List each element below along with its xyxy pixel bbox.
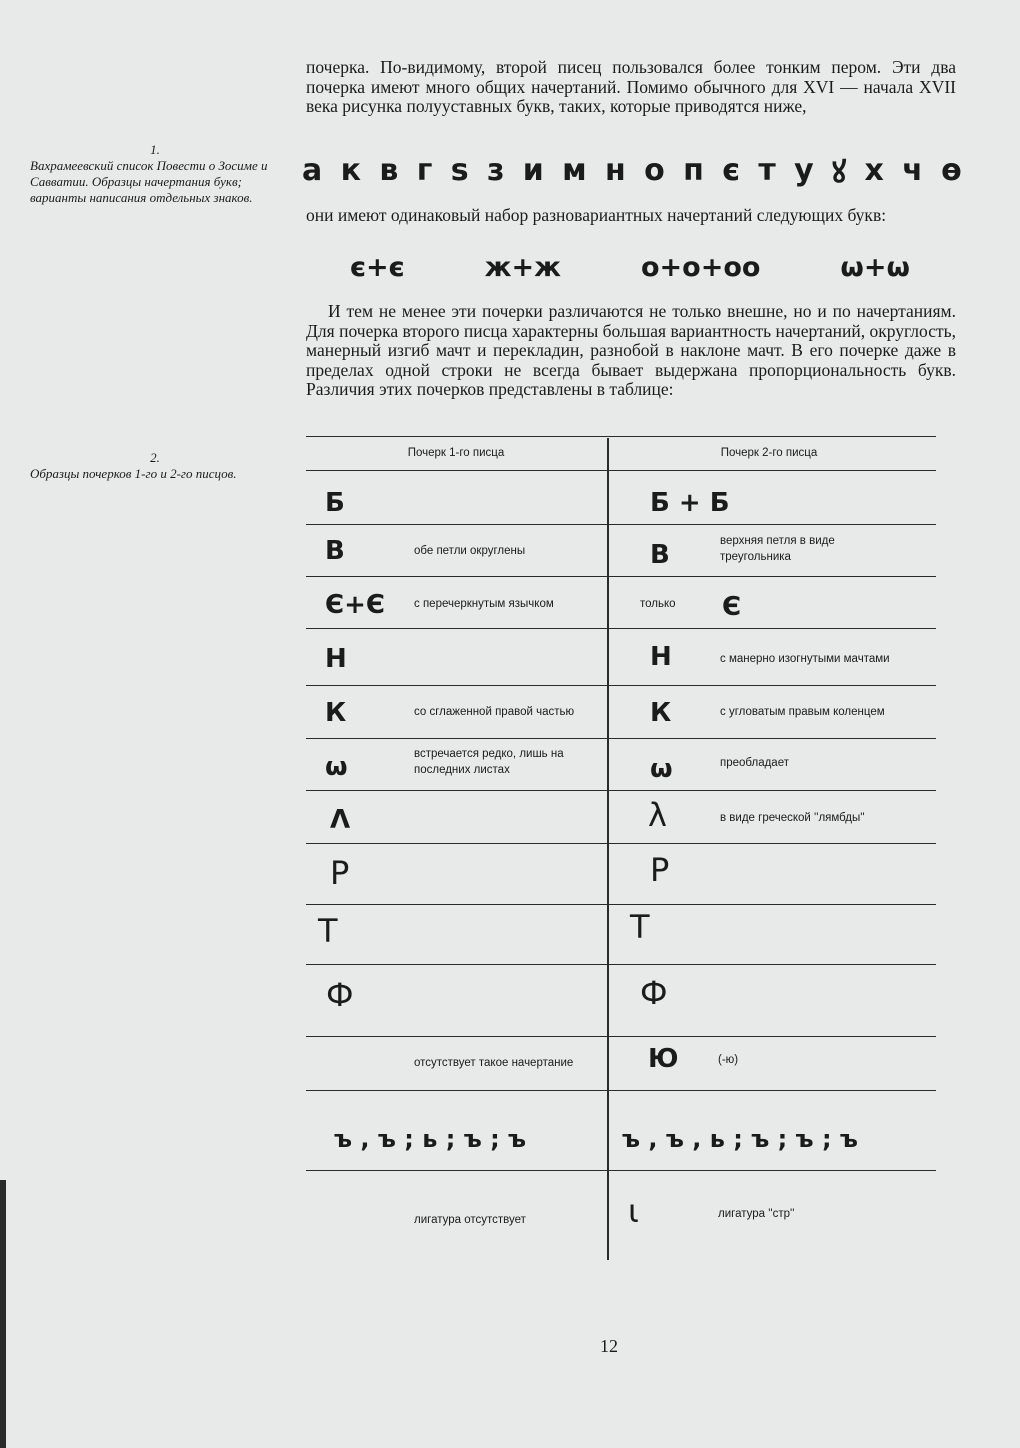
row-10-left-glyph: Ф [326,976,354,1014]
row-9-right-glyph: Т [630,908,650,946]
row-6-left-note: встречается редко, лишь на последних листах [414,748,564,776]
row-3-right-prefix: только [640,598,676,610]
row-7-right-glyph: λ [648,796,667,834]
variant: ж+ж [484,252,561,283]
letter-variants-row [350,252,910,290]
row-3-left-glyph: Є+Є [325,590,385,620]
figure-caption-1 [30,142,280,206]
row-8-left-glyph: Р [330,854,350,892]
glyph: к [340,152,361,188]
table-header-rule [306,470,936,471]
row-2-right-note: верхняя петля в виде треугольника [720,535,835,563]
row-7-left-glyph: Λ [330,805,351,835]
row-4-left-glyph: Н [325,644,347,674]
row-4-right-note: с манерно изогнутыми мачтами [720,653,890,665]
row-rule [306,790,936,791]
row-3-left-note: с перечеркнутым язычком [414,598,554,610]
row-13-right-note: лигатура ''стр'' [718,1208,795,1220]
paragraph-1: почерка. По-видимому, второй писец пользовался более тонким пером. Эти два почерка имеют много общих начертаний. Помимо обычного для XVI — начала XVII века рисунка полууставных букв, таких, которые приводятся ниже, [306,57,956,116]
row-2-left-glyph: В [325,536,345,566]
table-top-rule [306,436,936,437]
glyph: з [486,152,505,188]
column-header-2: Почерк 2-го писца [720,447,818,459]
row-rule [306,576,936,577]
glyph: у [794,152,814,188]
row-7-right-note: в виде греческой ''лямбды'' [720,812,865,824]
row-5-right-glyph: К [650,698,672,728]
row-rule [306,843,936,844]
glyph: ч [902,152,923,188]
letter-samples-row [302,146,962,194]
row-6-right-glyph: ѡ [650,754,673,784]
row-5-left-note: со сглаженной правой частью [414,706,575,718]
row-12-right-glyphs: ъ , ъ , ь ; ъ ; ъ ; ъ [622,1125,858,1153]
column-header-1: Почерк 1-го писца [407,447,505,459]
glyph: т [758,152,776,188]
paragraph-3: И тем не менее эти почерки различаются не только внешне, но и по начертаниям. Для почерка второго писца характерны большая вариантность начертаний, округлость, манерный изгиб мачт и перекладин, разнобой в наклоне мачт. В его почерке даже в пределах одной строки не всегда бывает выдержана пропорциональность букв. Различия этих почерков представлены в таблице: [306,301,956,399]
row-1-right-glyph: Б + Б [650,488,730,518]
row-rule [306,524,936,525]
page-edge-shadow [0,1180,6,1448]
caption-number: 2. [150,450,160,465]
glyph: х [864,152,884,188]
row-rule [306,904,936,905]
row-12-left-glyphs: ъ , ъ ; ь ; ъ ; ъ [334,1125,527,1153]
row-rule [306,1170,936,1171]
row-11-right-note: (-ю) [718,1054,739,1066]
paragraph-2: они имеют одинаковый набор разновариантных начертаний следующих букв: [306,205,887,225]
variant: ω+ω [840,252,910,283]
glyph: н [605,152,626,188]
row-rule [306,1090,936,1091]
glyph: а [302,152,323,188]
row-11-left-note: отсутствует такое начертание [414,1057,574,1069]
row-rule [306,1036,936,1037]
page-number: 12 [600,1336,618,1356]
glyph: є [722,152,740,188]
row-2-left-note: обе петли округлены [414,545,526,557]
column-divider [607,438,609,1260]
row-1-left-glyph: Б [325,488,345,518]
row-11-right-glyph: Ю [648,1044,679,1074]
row-5-left-glyph: К [325,698,347,728]
row-13-left-note: лигатура отсутствует [414,1214,526,1226]
variant: о+о+оо [640,252,761,283]
row-4-right-glyph: Н [650,642,672,672]
caption-text: Образцы почерков 1-го и 2-го писцов. [30,466,237,481]
glyph: о [644,152,665,188]
variant: є+є [350,252,405,283]
row-rule [306,628,936,629]
row-rule [306,738,936,739]
row-rule [306,685,936,686]
glyph: в [379,152,399,188]
caption-number: 1. [150,142,160,157]
row-13-right-glyph: ꙇ [628,1192,639,1230]
glyph: ѕ [450,152,469,188]
glyph: м [562,152,587,188]
glyph: п [683,152,704,188]
caption-text: Вахрамеевский список Повести о Зосиме и Савватии. Образцы начертания букв; варианты написания отдельных знаков. [30,158,268,205]
row-6-left-glyph: ѡ [325,752,348,782]
glyph: г [416,152,433,188]
row-8-right-glyph: Р [650,851,670,889]
row-10-right-glyph: Ф [640,974,668,1012]
figure-caption-2 [30,450,280,482]
glyph: ѳ [941,152,962,188]
glyph: и [522,152,544,188]
row-rule [306,964,936,965]
row-2-right-glyph: В [650,540,670,570]
glyph: ꙋ [832,154,847,190]
row-9-left-glyph: Т [318,912,338,950]
row-5-right-note: с угловатым правым коленцем [720,706,885,718]
row-3-right-glyph: Є [722,592,742,622]
row-6-right-note: преобладает [720,757,789,769]
